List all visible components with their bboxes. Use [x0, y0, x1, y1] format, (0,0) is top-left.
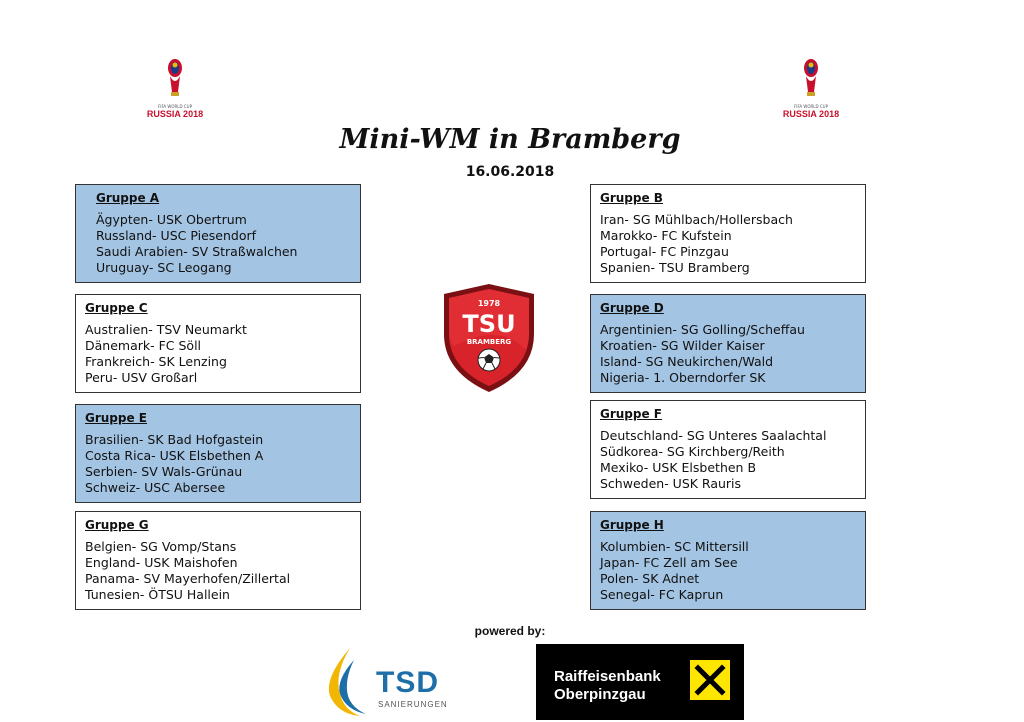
team-entry: Schweden- USK Rauris	[600, 476, 742, 491]
soccer-ball-icon	[478, 349, 500, 371]
team-entry: Portugal- FC Pinzgau	[600, 244, 729, 259]
team-entry: Belgien- SG Vomp/Stans	[85, 539, 237, 554]
team-entry: Panama- SV Mayerhofen/Zillertal	[85, 571, 291, 586]
raiffeisen-line1: Raiffeisenbank	[554, 668, 661, 685]
group-h-title: Gruppe H	[600, 518, 664, 532]
group-d-box	[590, 294, 866, 393]
group-c-box	[75, 294, 361, 393]
team-entry: Kroatien- SG Wilder Kaiser	[600, 338, 765, 353]
team-entry: Marokko- FC Kufstein	[600, 228, 732, 243]
team-entry: Russland- USC Piesendorf	[96, 228, 257, 243]
tsd-subtitle: SANIERUNGEN	[378, 700, 448, 709]
team-entry: Tunesien- ÖTSU Hallein	[85, 587, 230, 602]
team-entry: Polen- SK Adnet	[600, 571, 700, 586]
world-cup-logo-left	[120, 56, 230, 126]
group-b-title: Gruppe B	[600, 191, 663, 205]
team-entry: Serbien- SV Wals-Grünau	[85, 464, 243, 479]
trophy-icon	[800, 56, 822, 100]
raiffeisen-name	[554, 668, 661, 704]
flame-icon	[320, 644, 376, 720]
team-entry: Spanien- TSU Bramberg	[600, 260, 750, 275]
tsu-bramberg-crest-icon	[440, 282, 538, 394]
wc-logo-small-text: FIFA WORLD CUP	[793, 104, 829, 109]
world-cup-logo-right	[756, 56, 866, 126]
team-entry: Brasilien- SK Bad Hofgastein	[85, 432, 264, 447]
group-e-title: Gruppe E	[85, 411, 148, 425]
group-h-box	[590, 511, 866, 610]
wc-logo-big-text: RUSSIA 2018	[146, 109, 204, 119]
page-title: Mini-WM in Bramberg	[339, 124, 681, 155]
group-d-title: Gruppe D	[600, 301, 664, 315]
team-entry: Ägypten- USK Obertrum	[96, 212, 247, 227]
team-entry: Saudi Arabien- SV Straßwalchen	[96, 244, 298, 259]
group-f-box	[590, 400, 866, 499]
team-entry: England- USK Maishofen	[85, 555, 238, 570]
team-entry: Japan- FC Zell am See	[600, 555, 738, 570]
team-entry: Mexiko- USK Elsbethen B	[600, 460, 757, 475]
group-c-title: Gruppe C	[85, 301, 148, 315]
team-entry: Kolumbien- SC Mittersill	[600, 539, 749, 554]
tsd-name: TSD	[376, 666, 439, 699]
team-entry: Schweiz- USC Abersee	[85, 480, 226, 495]
group-g-title: Gruppe G	[85, 518, 149, 532]
team-entry: Peru- USV Großarl	[85, 370, 198, 385]
team-entry: Frankreich- SK Lenzing	[85, 354, 227, 369]
wc-logo-small-text: FIFA WORLD CUP	[157, 104, 193, 109]
crest-year: 1978	[477, 299, 501, 308]
team-entry: Dänemark- FC Söll	[85, 338, 202, 353]
powered-by-label: powered by:	[474, 624, 546, 638]
team-entry: Iran- SG Mühlbach/Hollersbach	[600, 212, 793, 227]
team-entry: Uruguay- SC Leogang	[96, 260, 232, 275]
group-g-box	[75, 511, 361, 610]
raiffeisen-line2: Oberpinzgau	[554, 686, 646, 703]
tsd-sponsor-logo	[320, 644, 460, 720]
team-entry: Senegal- FC Kaprun	[600, 587, 724, 602]
team-entry: Costa Rica- USK Elsbethen A	[85, 448, 264, 463]
team-entry: Südkorea- SG Kirchberg/Reith	[600, 444, 785, 459]
raiffeisen-sponsor-logo	[536, 644, 744, 720]
team-entry: Australien- TSV Neumarkt	[85, 322, 247, 337]
wc-logo-big-text: RUSSIA 2018	[782, 109, 840, 119]
event-date: 16.06.2018	[465, 164, 555, 180]
trophy-icon	[164, 56, 186, 100]
crest-name: TSU	[462, 310, 516, 338]
team-entry: Island- SG Neukirchen/Wald	[600, 354, 774, 369]
team-entry: Argentinien- SG Golling/Scheffau	[600, 322, 805, 337]
group-a-title: Gruppe A	[96, 191, 160, 205]
group-b-box	[590, 184, 866, 283]
raiffeisen-gable-cross-icon	[690, 660, 730, 700]
team-entry: Nigeria- 1. Oberndorfer SK	[600, 370, 766, 385]
crest-place: BRAMBERG	[466, 338, 512, 346]
group-f-title: Gruppe F	[600, 407, 663, 421]
team-entry: Deutschland- SG Unteres Saalachtal	[600, 428, 827, 443]
group-a-box	[75, 184, 361, 283]
group-e-box	[75, 404, 361, 503]
